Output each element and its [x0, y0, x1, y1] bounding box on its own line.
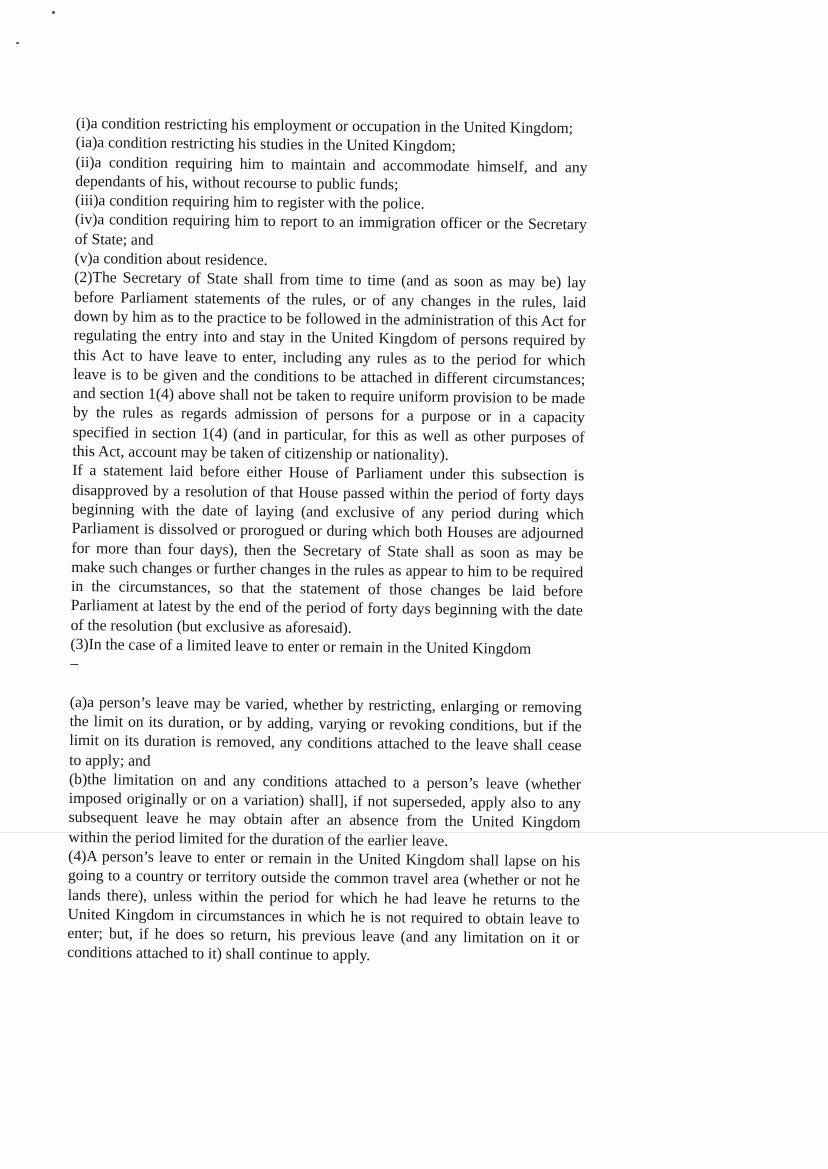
paragraph-condition-ia: (ia)a condition restricting his studies in the United Kingdom;: [75, 134, 457, 156]
paragraph-subsection-2: (2)The Secretary of State shall from time to time (and as soon as may be) lay before Parliament statements of the rules, or of any changes in the rules, laid down by him as to the practice to be followed in the administration of this Act for regulating the entry into and stay in the United Kingdom of persons required by this Act to have leave to enter, including any rules as to the period for which leave is to be given and the conditions to be attached in different circumstances; and section 1(4) above shall not be taken to require uniform provision to be made by the rules as regards admission of persons for a purpose or in a capacity specified in section 1(4) (and in particular, for this as well as other purposes of this Act, account may be taken of citizenship or nationality).: [72, 269, 587, 464]
scan-speck: [52, 11, 55, 14]
paragraph-disapproval: If a statement laid before either House of Parliament under this subsection is disapproved by a resolution of that House passed within the period of forty days beginning with the date of laying (and exclusive of any period during which Parliament is dissolved or prorogued or during which both Houses are adjourned for more than four days), then the Secretary of State shall as soon as may be make such changes or further changes in the rules as appear to him to be required in the circumstances, so that the statement of those changes be laid before Parliament at latest by the end of the period of forty days beginning with the date of the resolution (but exclusive as aforesaid).: [70, 462, 585, 637]
scan-speck: [16, 42, 19, 44]
paragraph-condition-i: (i)a condition restricting his employment or occupation in the United Kingdom;: [75, 114, 574, 138]
paragraph-dash: –: [70, 655, 79, 673]
paragraph-condition-v: (v)a condition about residence.: [74, 250, 268, 270]
paragraph-subsection-3: (3)In the case of a limited leave to enter or remain in the United Kingdom: [70, 635, 532, 658]
paragraph-subsection-4: (4)A person’s leave to enter or remain in the United Kingdom shall lapse on his going to a country or territory outside the common travel area (whether or not he lands there), unless within the period for which he had leave he returns to the United Kingdom in circumstances in which he is not required to obtain leave to enter; but, if he does so return, his previous leave (and any limitation on it or conditions attached to it) shall continue to apply.: [67, 847, 581, 965]
paragraph-clause-b: (b)the limitation on and any conditions attached to a person’s leave (whether imposed originally or on a variation) shall], if not superseded, apply also to any subsequent leave he may obtain after an absence from the United Kingdom within the period limited for the duration of the earlier leave.: [68, 770, 582, 850]
paragraph-condition-ii: (ii)a condition requiring him to maintain and accommodate himself, and any dependants of his, without recourse to public funds;: [75, 153, 588, 194]
legal-text-body: [67, 114, 588, 968]
paragraph-condition-iv: (iv)a condition requiring him to report to an immigration officer or the Secretary of State; and: [74, 211, 587, 249]
paragraph-clause-a: (a)a person’s leave may be varied, whether by restricting, enlarging or removing the limit on its duration, or by adding, varying or revoking conditions, but if the limit on its duration is removed, any conditions attached to the leave shall cease to apply; and: [69, 693, 582, 770]
paragraph-condition-iii: (iii)a condition requiring him to register with the police.: [75, 192, 425, 213]
